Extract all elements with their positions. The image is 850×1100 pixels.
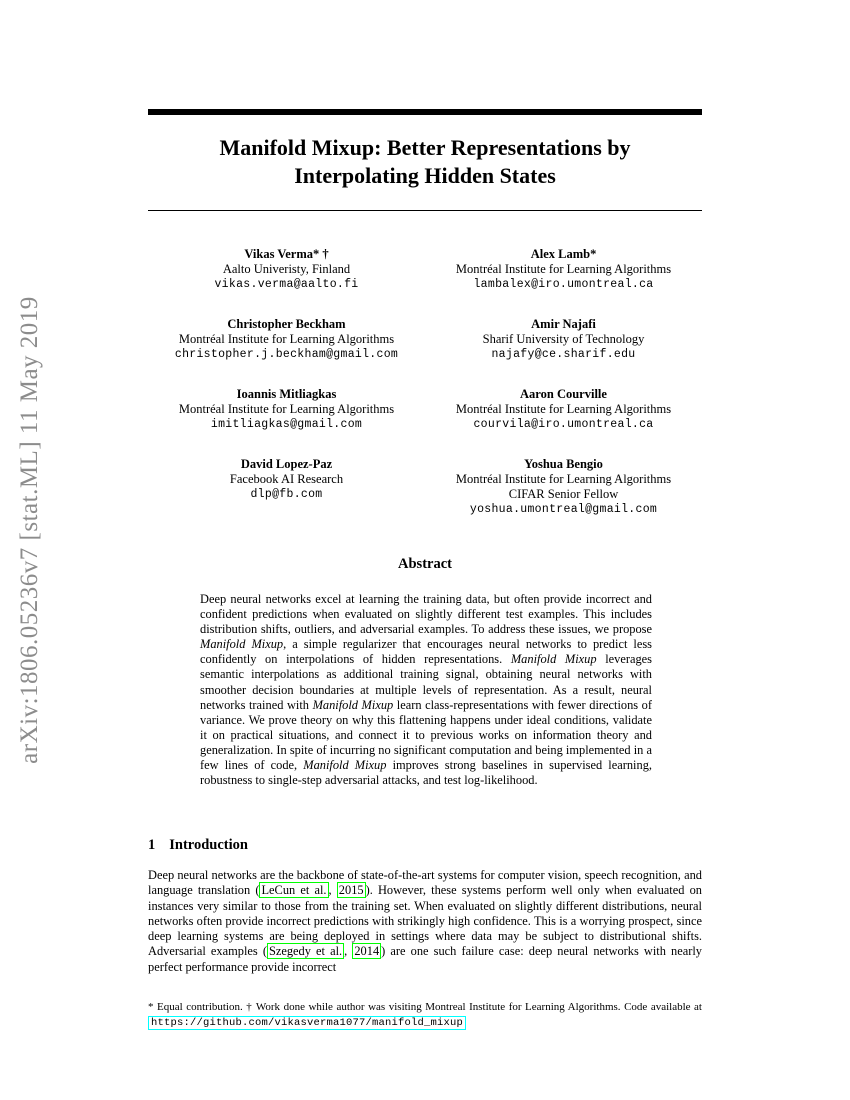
author-name: Alex Lamb* <box>530 247 597 261</box>
author-affiliation: Montréal Institute for Learning Algorithms <box>178 402 395 416</box>
author-email: christopher.j.beckham@gmail.com <box>174 348 399 361</box>
abstract-heading: Abstract <box>398 556 452 572</box>
text-segment: improves strong baselines in supervised learning, robustness to single-step adversarial attacks, and test log-likelihood. <box>200 758 652 788</box>
paper-title <box>148 134 702 190</box>
italic-text: Manifold Mixup <box>303 758 387 773</box>
text-segment: , <box>344 944 353 959</box>
author-block-yoshua-bengio <box>425 457 702 517</box>
footnote-text <box>148 1000 702 1031</box>
top-rule <box>148 109 702 115</box>
author-affiliation: Sharif University of Technology <box>482 332 645 346</box>
citation-link[interactable]: Szegedy et al. <box>268 944 343 959</box>
author-affiliation: CIFAR Senior Fellow <box>508 487 619 501</box>
introduction-text <box>148 868 702 975</box>
author-name: Vikas Verma* † <box>244 247 329 261</box>
author-name: Amir Najafi <box>531 317 596 331</box>
section-title: Introduction <box>169 837 248 853</box>
authors-block <box>148 247 702 517</box>
section-heading-introduction <box>148 837 702 854</box>
author-affiliation: Montréal Institute for Learning Algorithms <box>455 402 672 416</box>
italic-text: Manifold Mixup <box>200 637 284 652</box>
section-number: 1 <box>148 837 156 853</box>
text-segment: Deep neural networks are the backbone of state-of-the-art systems for computer vision, speech recognition, and language translation ( <box>148 868 702 898</box>
author-name: Ioannis Mitliagkas <box>236 387 337 401</box>
author-email: lambalex@iro.umontreal.ca <box>473 278 654 291</box>
abstract-text <box>200 592 652 788</box>
text-segment: * Equal contribution. † Work done while author was visiting Montreal Institute for Learning Algorithms. Code available at <box>148 1001 702 1013</box>
author-email: imitliagkas@gmail.com <box>210 418 363 431</box>
author-email: courvila@iro.umontreal.ca <box>473 418 654 431</box>
text-segment: , a simple regularizer that encourages neural networks to predict less confidently on interpolations of hidden representations. <box>200 637 652 667</box>
code-url-link[interactable]: https://github.com/vikasverma1077/manifold_mixup <box>148 1016 466 1030</box>
author-name: David Lopez-Paz <box>240 457 333 471</box>
author-block-amir-najafi <box>425 317 702 362</box>
author-block-david-lopez-paz <box>148 457 425 517</box>
author-affiliation: Facebook AI Research <box>229 472 344 486</box>
text-segment: leverages semantic interpolations as additional training signal, obtaining neural networks with smoother decision boundaries at multiple levels of representation. As a result, neural networks trained with <box>200 652 652 712</box>
author-affiliation: Montréal Institute for Learning Algorithms <box>455 262 672 276</box>
author-block-aaron-courville <box>425 387 702 432</box>
title-rule <box>148 210 702 211</box>
author-affiliation: Montréal Institute for Learning Algorithms <box>455 472 672 486</box>
author-block-alex-lamb <box>425 247 702 292</box>
paper-title-line2: Interpolating Hidden States <box>294 163 556 188</box>
author-name: Aaron Courville <box>520 387 607 401</box>
author-block-vikas-verma <box>148 247 425 292</box>
text-segment: , <box>328 883 337 898</box>
paper-title-line1: Manifold Mixup: Better Representations by <box>219 135 631 160</box>
citation-link[interactable]: 2015 <box>338 883 364 898</box>
text-segment: ) are one such failure case: deep neural networks with nearly perfect performance provide incorrect <box>148 944 702 974</box>
author-email: dlp@fb.com <box>250 488 323 501</box>
author-email: najafy@ce.sharif.edu <box>491 348 636 361</box>
citation-link[interactable]: 2014 <box>354 944 380 959</box>
author-email: vikas.verma@aalto.fi <box>214 278 359 291</box>
arxiv-watermark: arXiv:1806.05236v7 [stat.ML] 11 May 2019 <box>16 296 43 764</box>
author-email: yoshua.umontreal@gmail.com <box>469 503 658 516</box>
author-block-ioannis-mitliagkas <box>148 387 425 432</box>
italic-text: Manifold Mixup <box>510 652 597 667</box>
italic-text: Manifold Mixup <box>312 697 394 712</box>
author-name: Christopher Beckham <box>227 317 346 331</box>
citation-link[interactable]: LeCun et al. <box>261 883 327 898</box>
text-segment: learn class-representations with fewer directions of variance. We prove theory on why this flattening happens under ideal conditions, validate it on practical situations, and connect it to previous works on information theory and generalization. In spite of incurring no significant computation and being implemented in a few lines of code, <box>200 697 652 773</box>
author-block-christopher-beckham <box>148 317 425 362</box>
text-segment: Deep neural networks excel at learning the training data, but often provide incorrect and confident predictions when evaluated on slightly different test examples. This includes distribution shifts, outliers, and adversarial examples. To address these issues, we propose <box>200 592 652 637</box>
author-affiliation: Aalto Univeristy, Finland <box>222 262 351 276</box>
author-name: Yoshua Bengio <box>524 457 603 471</box>
text-segment: ). However, these systems perform well only when evaluated on instances very similar to those from the training set. When evaluated on slightly different distributions, neural networks often provide incorrect predictions with strikingly high confidence. This is a worrying prospect, since deep learning systems are being deployed in settings where data may be subject to distributional shifts. Adversarial examples ( <box>148 883 702 959</box>
author-affiliation: Montréal Institute for Learning Algorithms <box>178 332 395 346</box>
